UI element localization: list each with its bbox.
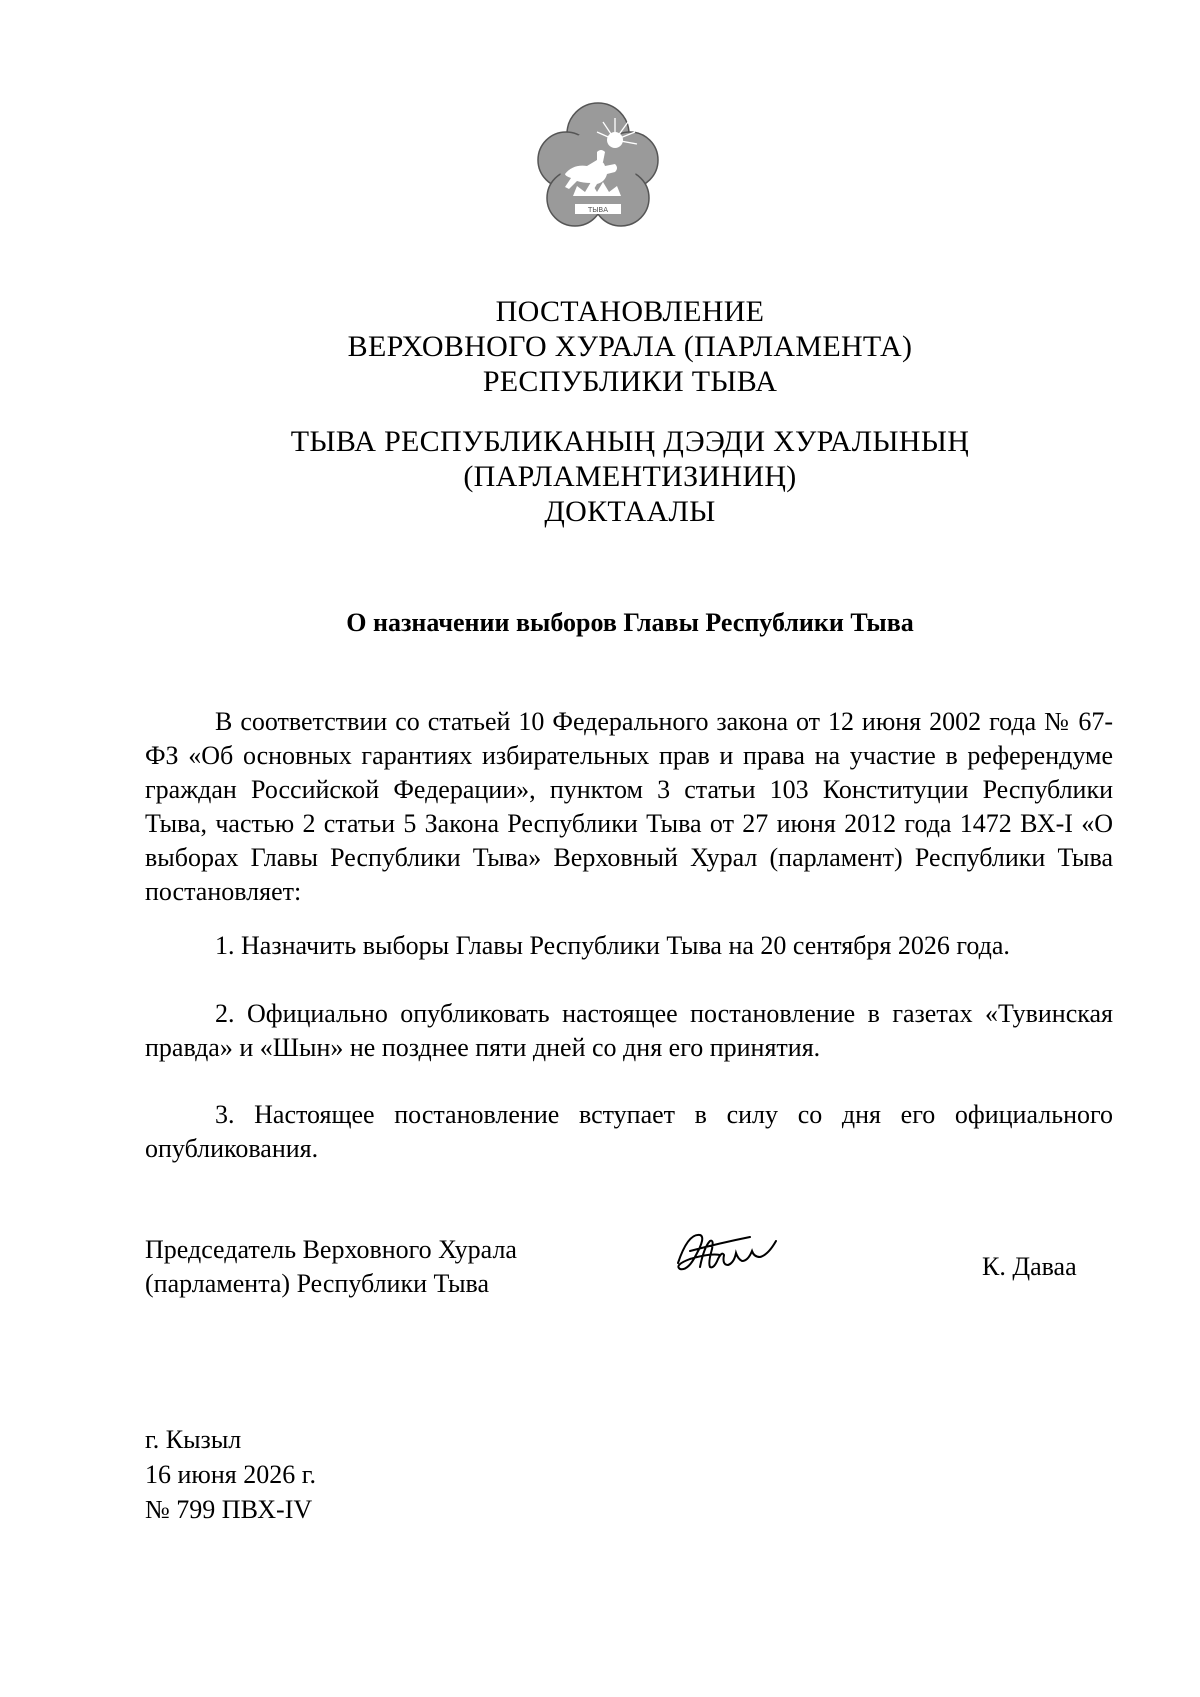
title-ru-line: ВЕРХОВНОГО ХУРАЛА (ПАРЛАМЕНТА) bbox=[347, 330, 913, 363]
signer-position-line: (парламента) Республики Тыва bbox=[145, 1269, 490, 1298]
signer-position bbox=[145, 1233, 517, 1301]
body-intro-paragraph: В соответствии со статьей 10 Федерального закона от 12 июня 2002 года № 67-ФЗ «Об основных гарантиях избирательных прав и права на участие в референдуме граждан Российской Федерации», пунктом 3 статьи 103 Конституции Республики Тыва, частью 2 статьи 5 Закона Республики Тыва от 27 июня 2012 года 1472 ВХ-I «О выборах Главы Республики Тыва» Верховный Хурал (парламент) Республики Тыва постановляет: bbox=[145, 707, 1113, 906]
document-title-tv bbox=[150, 424, 1110, 529]
document-date: 16 июня 2026 г. bbox=[145, 1460, 316, 1489]
document-title-ru bbox=[150, 294, 1110, 399]
body-item-2: 2. Официально опубликовать настоящее постановление в газетах «Тувинская правда» и «Шын» не позднее пяти дней со дня его принятия. bbox=[145, 999, 1113, 1062]
title-tv-line: ТЫВА РЕСПУБЛИКАНЫҢ ДЭЭДИ ХУРАЛЫНЫҢ bbox=[290, 425, 970, 458]
title-tv-line: (ПАРЛАМЕНТИЗИНИҢ) bbox=[463, 460, 797, 493]
signer-name: К. Даваа bbox=[982, 1252, 1077, 1281]
title-tv-line: ДОКТААЛЫ bbox=[544, 495, 716, 528]
signer-position-line: Председатель Верховного Хурала bbox=[145, 1235, 517, 1264]
tuva-coat-of-arms-icon bbox=[535, 100, 661, 232]
emblem-text: ТЫВА bbox=[587, 206, 609, 214]
body-item-3: 3. Настоящее постановление вступает в силу со дня его официального опубликования. bbox=[145, 1100, 1113, 1163]
document-place: г. Кызыл bbox=[145, 1425, 242, 1454]
handwritten-signature bbox=[670, 1223, 800, 1289]
document-number: № 799 ПВХ-IV bbox=[145, 1495, 313, 1524]
document-footer bbox=[145, 1422, 316, 1527]
document-subject: О назначении выборов Главы Республики Тыва bbox=[346, 608, 914, 637]
title-ru-line: ПОСТАНОВЛЕНИЕ bbox=[495, 295, 765, 328]
body-item-1: 1. Назначить выборы Главы Республики Тыва на 20 сентября 2026 года. bbox=[215, 931, 1010, 960]
title-ru-line: РЕСПУБЛИКИ ТЫВА bbox=[482, 365, 778, 398]
